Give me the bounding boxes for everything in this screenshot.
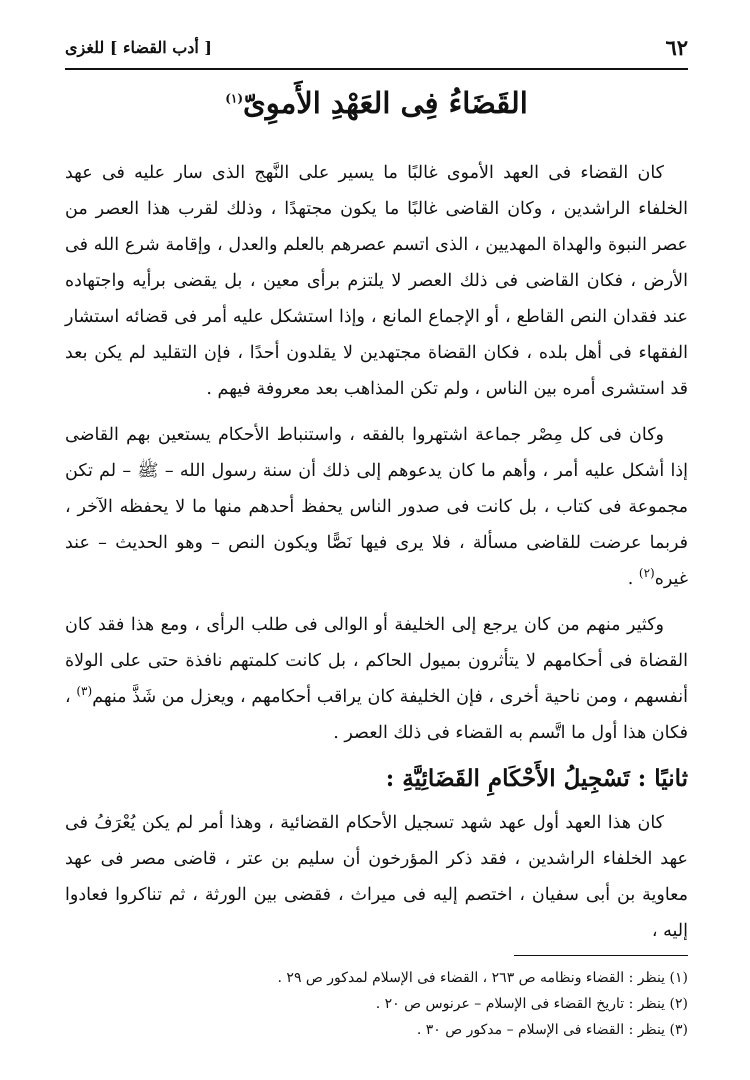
title-footnote-ref: (١)	[225, 91, 244, 106]
footnote-rule	[514, 955, 688, 956]
running-header	[65, 30, 688, 64]
paragraph-3-text: وكثير منهم من كان يرجع إلى الخليفة أو الوالى فى طلب الرأى ، ومع هذا فقد كان القضاة فى أحكامهم لا يتأثرون بميول الحاكم ، بل كانت كلمتهم نافذة حتى على الولاة أنفسهم ، ومن ناحية أخرى ، فإن الخليفة كان يراقب أحكامهم ، ويعزل من شَذَّ منهم	[65, 615, 688, 707]
footnotes	[65, 965, 688, 1043]
running-title: [ أدب القضاء ] للغزى	[65, 37, 212, 57]
paragraph-2-text: وكان فى كل مِصْر جماعة اشتهروا بالفقه ، واستنباط الأحكام يستعين بهم القاضى إذا أشكل عليه أمر ، وأهم ما كان يدعوهم إلى ذلك أن سنة رسول الله – ﷺ – لم تكن مجموعة فى كتاب ، بل كانت فى صدور الناس يحفظ أحدهم منها ما لا يحفظه الآخر ، فربما عرضت للقاضى مسألة ، فلا يرى فيها نَصًّا ويكون النص – وهو الحديث – عند غيره	[65, 425, 688, 589]
paragraph-1: كان القضاء فى العهد الأموى غالبًا ما يسير على النَّهج الذى سار عليه فى عهد الخلفاء الراشدين ، وكان القاضى غالبًا ما يكون مجتهدًا ، وذلك لقرب هذا العصر من عصر النبوة والهداة المهديين ، الذى اتسم عصرهم بالعلم والعدل ، وإقامة شرع الله فى الأرض ، فكان القاضى فى ذلك العصر لا يلتزم برأى معين ، بل يقضى برأيه واجتهاده عند فقدان النص القاطع ، أو الإجماع المانع ، وإذا استشكل عليه أمر فى قضائه استشار الفقهاء فى أهل بلده ، فكان القضاة مجتهدين لا يقلدون أحدًا ، فإن التقليد لم يكن بعد قد استشرى أمره بين الناس ، ولم تكن المذاهب بعد معروفة فيهم .	[65, 163, 688, 399]
footnote-ref-2: (٢)	[638, 566, 655, 581]
header-rule	[65, 68, 688, 70]
footnote-2: (٢) ينظر : تاريخ القضاء فى الإسلام – عرنوس ص ٢٠ .	[375, 996, 688, 1012]
footnote-1: (١) ينظر : القضاء ونظامه ص ٢٦٣ ، القضاء فى الإسلام لمدكور ص ٢٩ .	[277, 970, 688, 986]
paragraph-2-end: .	[627, 569, 639, 589]
paragraph-3	[65, 607, 688, 751]
paragraph-2	[65, 417, 688, 597]
section-heading: ثانيًا : تَسْجِيلُ الأَحْكَامِ القَضَائِيَّةِ :	[385, 765, 688, 792]
paragraph-3-end: ، فكان هذا أول ما اتَّسم به القضاء فى ذلك العصر .	[65, 687, 688, 743]
footnote-3: (٣) ينظر : القضاء فى الإسلام – مدكور ص ٣٠ .	[416, 1022, 688, 1038]
chapter-title	[65, 80, 688, 126]
page-number: ٦٢	[665, 34, 688, 60]
chapter-title-text: القَضَاءُ فِى العَهْدِ الأَموِىّ	[243, 86, 528, 120]
footnote-ref-3: (٣)	[76, 684, 93, 699]
paragraph-4: كان هذا العهد أول عهد شهد تسجيل الأحكام القضائية ، وهذا أمر لم يكن يُعْرَفُ فى عهد الخلفاء الراشدين ، فقد ذكر المؤرخون أن سليم بن عتر ، قاضى مصر فى عهد معاوية بن أبى سفيان ، اختصم إليه فى ميراث ، فقضى بين الورثة ، ثم تناكروا فعادوا إليه ،	[65, 813, 688, 941]
body-text	[65, 155, 688, 949]
